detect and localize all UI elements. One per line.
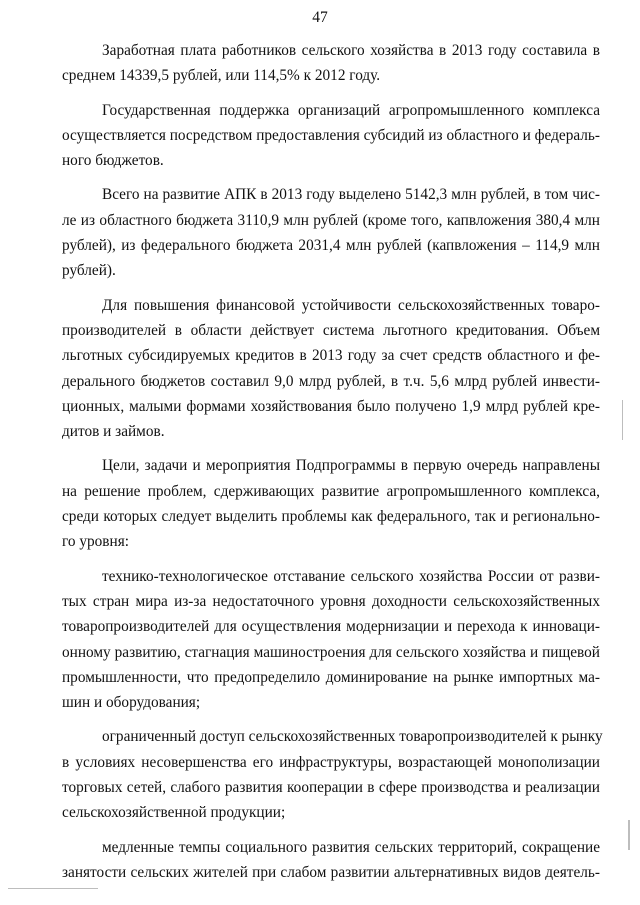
text-line: на решение проблем, сдерживающих развитие агропромышленного комплекса,: [62, 482, 600, 500]
paragraph: [62, 182, 600, 283]
text-line: Заработная плата работников сельского хозяйства в 2013 году составила в: [102, 42, 600, 59]
text-line: дерального бюджетов составил 9,0 млрд рублей, в т.ч. 5,6 млрд рублей инвести-: [62, 372, 600, 390]
paragraph-gap: [62, 826, 600, 835]
text-line: товаропроизводителей для осуществления модернизации и перехода к инноваци-: [62, 618, 600, 636]
paragraph: [62, 453, 600, 554]
paragraph: [62, 293, 600, 445]
paragraph: [62, 724, 603, 825]
text-line: Цели, задачи и мероприятия Подпрограммы в первую очередь направлены: [102, 457, 600, 475]
text-line: технико-технологическое отставание сельского хозяйства России от разви-: [102, 567, 600, 585]
paragraph: [62, 98, 600, 174]
scan-artifact: [8, 888, 98, 889]
text-line: Для повышения финансовой устойчивости сельскохозяйственных товаро-: [102, 296, 600, 314]
paragraph-gap: [62, 444, 600, 453]
text-line: среди которых следует выделить проблемы как федерального, так и регионально-: [62, 508, 600, 526]
text-line: рублей), из федерального бюджета 2031,4 млн рублей (капвложения – 114,9 млн: [62, 237, 600, 255]
text-line: среднем 14339,5 рублей, или 114,5% к 2012 году.: [62, 67, 381, 85]
scan-artifact: [622, 400, 623, 440]
text-line: медленные темпы социального развития сельских территорий, сокращение: [102, 838, 600, 856]
body-text: [62, 38, 603, 885]
paragraph-gap: [62, 89, 600, 98]
paragraph-gap: [62, 173, 600, 182]
paragraph: [62, 38, 600, 89]
scan-artifact: [628, 820, 630, 850]
text-line: ограниченный доступ сельскохозяйственных товаропроизводителей к рынку: [102, 728, 603, 746]
text-line: промышленности, что предопределило доминирование на рынке импортных ма-: [62, 668, 600, 686]
text-line: рублей).: [62, 262, 116, 280]
text-line: тых стран мира из-за недостаточного уровня доходности сельскохозяйственных: [62, 592, 600, 610]
text-line: в условиях несовершенства его инфраструктуры, возрастающей монополизации: [62, 753, 600, 771]
text-line: го уровня:: [62, 533, 130, 551]
text-line: производителей в области действует система льготного кредитования. Объем: [62, 321, 600, 339]
text-line: шин и оборудования;: [62, 694, 201, 712]
text-line: осуществляется посредством предоставления субсидий из областного и федераль-: [62, 126, 600, 144]
text-line: Государственная поддержка организаций агропромышленного комплекса: [102, 101, 600, 119]
paragraph-gap: [62, 555, 600, 564]
text-line: Всего на развитие АПК в 2013 году выделено 5142,3 млн рублей, в том чис-: [102, 186, 600, 204]
text-line: онному развитию, стагнация машиностроения для сельского хозяйства и пищевой: [62, 643, 600, 661]
text-line: льготных субсидируемых кредитов в 2013 году за счет средств областного и фе-: [62, 347, 600, 365]
paragraph-gap: [62, 715, 600, 724]
paragraph: [62, 835, 600, 886]
text-line: торговых сетей, слабого развития кооперации в сфере производства и реализации: [62, 779, 600, 797]
text-line: занятости сельских жителей при слабом развитии альтернативных видов деятель-: [62, 863, 600, 881]
page-number: 47: [312, 9, 328, 26]
text-line: ционных, малыми формами хозяйствования было получено 1,9 млрд рублей кре-: [62, 397, 600, 415]
text-line: сельскохозяйственной продукции;: [62, 804, 286, 822]
text-line: дитов и займов.: [62, 423, 165, 441]
paragraph-gap: [62, 284, 600, 293]
text-line: ного бюджетов.: [62, 152, 164, 170]
text-line: ле из областного бюджета 3110,9 млн рублей (кроме того, капвложения 380,4 млн: [62, 211, 600, 229]
paragraph: [62, 564, 600, 716]
